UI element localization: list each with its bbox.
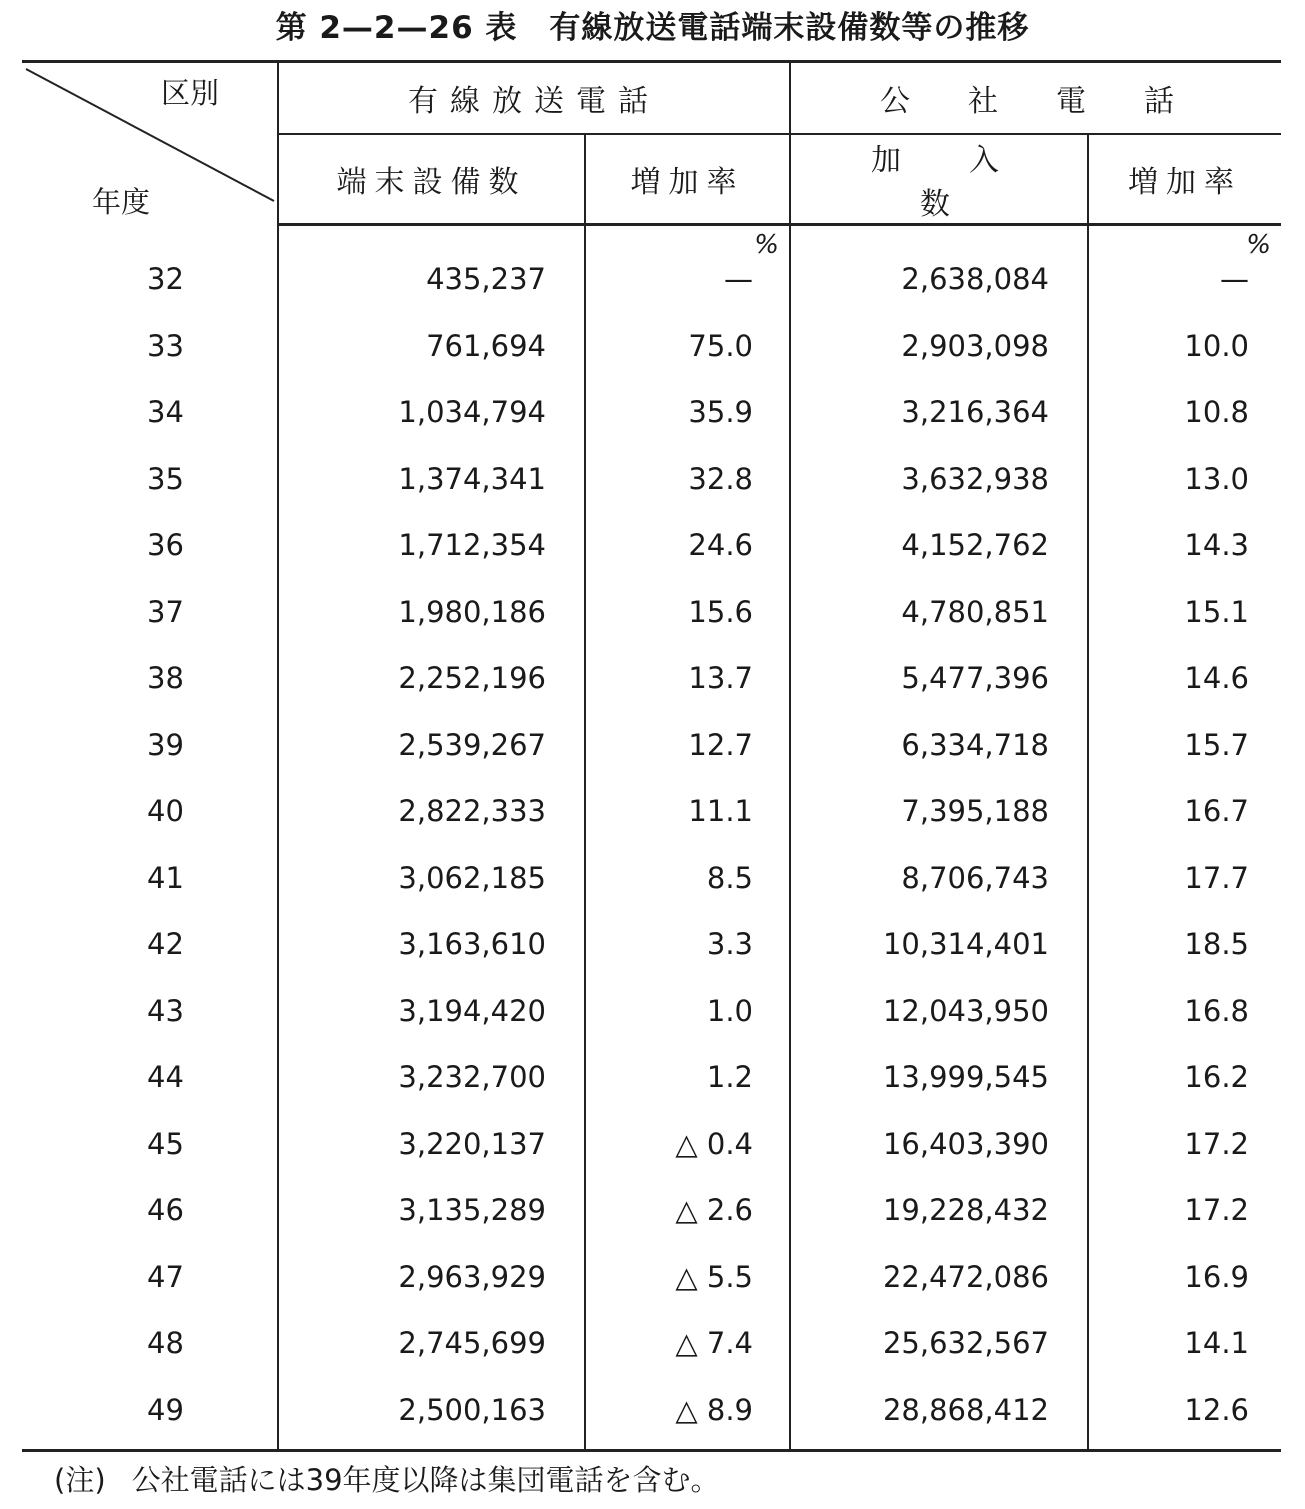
table-row (22, 512, 1281, 579)
subscriber-rate-cell-value: 12.6 (1184, 1392, 1249, 1427)
terminal-rate-cell-value: 1.0 (706, 993, 753, 1028)
table-row (22, 778, 1281, 845)
table-title: 第 2—2—26 表 有線放送電話端末設備数等の推移 (275, 10, 1030, 46)
subscribers-cell (790, 1377, 1088, 1451)
terminal-rate-cell (585, 379, 790, 446)
col-header-subscribers: 加入数 (790, 134, 1088, 225)
terminal-rate-cell (585, 313, 790, 380)
terminals-cell-value: 2,963,929 (398, 1259, 546, 1294)
subscribers-cell-value: 22,472,086 (882, 1259, 1049, 1294)
terminal-rate-cell-value: 32.8 (688, 461, 753, 496)
subscribers-cell-value: 12,043,950 (882, 993, 1049, 1028)
terminal-rate-cell (585, 645, 790, 712)
subscribers-cell-value: 2,903,098 (901, 328, 1049, 363)
terminal-rate-cell-value: 8.5 (706, 860, 753, 895)
subscribers-cell-value: 3,632,938 (901, 461, 1049, 496)
corner-label-category: 区別 (160, 76, 219, 110)
terminals-cell-value: 3,062,185 (398, 860, 546, 895)
group-header-public: 公社電話 (790, 62, 1281, 135)
subscribers-cell (790, 778, 1088, 845)
terminal-rate-cell (585, 1111, 790, 1178)
terminals-cell-value: 2,539,267 (398, 727, 546, 762)
subscribers-cell (790, 225, 1088, 313)
terminals-cell (278, 313, 585, 380)
subscriber-rate-cell (1088, 1244, 1281, 1311)
year-cell (22, 579, 278, 646)
subscribers-cell-value: 2,638,084 (901, 262, 1049, 297)
table-row (22, 1111, 1281, 1178)
subscriber-rate-cell (1088, 313, 1281, 380)
subscribers-cell (790, 446, 1088, 513)
terminals-cell (278, 778, 585, 845)
subscriber-rate-cell-value: 14.1 (1184, 1326, 1249, 1361)
subscribers-cell (790, 645, 1088, 712)
year-cell-value: 37 (147, 594, 184, 629)
year-cell (22, 1310, 278, 1377)
subscriber-rate-cell (1088, 1377, 1281, 1451)
subscriber-rate-cell (1088, 645, 1281, 712)
table-body (22, 225, 1281, 1451)
year-cell (22, 313, 278, 380)
year-cell (22, 911, 278, 978)
subscriber-rate-cell-value: — (1220, 262, 1249, 297)
terminals-cell (278, 1244, 585, 1311)
subscribers-cell (790, 579, 1088, 646)
subscribers-cell-value: 19,228,432 (882, 1193, 1049, 1228)
subscriber-rate-cell (1088, 911, 1281, 978)
terminal-rate-cell (585, 1377, 790, 1451)
col-header-subscriber-rate: 増加率 (1088, 134, 1281, 225)
subscriber-rate-cell-value: 16.2 (1184, 1060, 1249, 1095)
year-cell (22, 845, 278, 912)
terminal-rate-cell (585, 1177, 790, 1244)
subscriber-rate-cell-value: 14.3 (1184, 528, 1249, 563)
terminals-cell-value: 3,135,289 (398, 1193, 546, 1228)
corner-label-year: 年度 (92, 184, 151, 219)
subscriber-rate-cell (1088, 1177, 1281, 1244)
subscribers-cell (790, 379, 1088, 446)
subscribers-cell (790, 1310, 1088, 1377)
subscribers-cell (790, 1111, 1088, 1178)
year-cell (22, 225, 278, 313)
year-cell (22, 978, 278, 1045)
subscriber-rate-cell-value: 16.7 (1184, 794, 1249, 829)
terminals-cell (278, 1310, 585, 1377)
col-header-terminals: 端末設備数 (278, 134, 585, 225)
year-cell-value: 49 (147, 1392, 184, 1427)
terminal-rate-cell (585, 512, 790, 579)
subscribers-cell-value: 28,868,412 (882, 1392, 1049, 1427)
year-cell (22, 1044, 278, 1111)
year-cell-value: 48 (147, 1326, 184, 1361)
subscribers-cell-value: 3,216,364 (901, 395, 1049, 430)
subscribers-cell-value: 25,632,567 (882, 1326, 1049, 1361)
year-cell (22, 1111, 278, 1178)
terminals-cell-value: 1,712,354 (398, 528, 546, 563)
terminal-rate-cell-value: △ 0.4 (675, 1126, 753, 1161)
subscriber-rate-cell (1088, 1044, 1281, 1111)
year-cell-value: 41 (147, 860, 184, 895)
terminal-rate-cell-value: △ 8.9 (675, 1392, 753, 1427)
terminals-cell-value: 1,374,341 (398, 461, 546, 496)
subscribers-cell-value: 7,395,188 (901, 794, 1049, 829)
terminals-cell (278, 1377, 585, 1451)
year-cell-value: 46 (147, 1193, 184, 1228)
table-row (22, 446, 1281, 513)
subscriber-rate-cell-value: 13.0 (1184, 461, 1249, 496)
terminals-cell (278, 911, 585, 978)
table-row (22, 911, 1281, 978)
subscriber-rate-cell (1088, 225, 1281, 313)
subscribers-cell-value: 8,706,743 (901, 860, 1049, 895)
year-cell-value: 45 (147, 1126, 184, 1161)
subscriber-rate-cell-value: 10.0 (1184, 328, 1249, 363)
terminal-rate-cell (585, 778, 790, 845)
subscribers-cell (790, 1044, 1088, 1111)
terminals-cell-value: 2,745,699 (398, 1326, 546, 1361)
year-cell-value: 42 (147, 927, 184, 962)
terminal-rate-cell-value: △ 7.4 (675, 1326, 753, 1361)
col-header-terminal-rate: 増加率 (585, 134, 790, 225)
terminals-cell-value: 2,500,163 (398, 1392, 546, 1427)
terminal-rate-cell-value: 11.1 (688, 794, 753, 829)
subscribers-cell (790, 512, 1088, 579)
subscribers-cell (790, 712, 1088, 779)
terminal-rate-cell (585, 1310, 790, 1377)
terminals-cell-value: 3,163,610 (398, 927, 546, 962)
terminal-rate-cell (585, 1044, 790, 1111)
terminals-cell (278, 978, 585, 1045)
table-row (22, 1044, 1281, 1111)
subscriber-rate-cell-value: 17.2 (1184, 1193, 1249, 1228)
terminals-cell-value: 435,237 (426, 262, 546, 297)
year-cell (22, 712, 278, 779)
terminal-rate-cell-value: 75.0 (688, 328, 753, 363)
terminal-rate-cell-value: 12.7 (688, 727, 753, 762)
terminal-rate-cell-value: — (724, 262, 753, 297)
table-row (22, 645, 1281, 712)
data-table (22, 60, 1281, 1452)
subscriber-rate-cell (1088, 1111, 1281, 1178)
table-row (22, 379, 1281, 446)
terminals-cell (278, 1111, 585, 1178)
terminal-rate-cell-value: 13.7 (688, 661, 753, 696)
terminal-rate-cell (585, 579, 790, 646)
subscriber-rate-cell (1088, 446, 1281, 513)
terminals-cell (278, 379, 585, 446)
year-cell (22, 1177, 278, 1244)
year-cell-value: 47 (147, 1259, 184, 1294)
terminals-cell-value: 2,822,333 (398, 794, 546, 829)
subscriber-rate-cell (1088, 845, 1281, 912)
terminal-rate-cell (585, 446, 790, 513)
subscriber-rate-cell (1088, 512, 1281, 579)
terminals-cell-value: 3,232,700 (398, 1060, 546, 1095)
terminal-rate-cell (585, 978, 790, 1045)
year-cell (22, 778, 278, 845)
table-row (22, 978, 1281, 1045)
subscribers-cell-value: 4,152,762 (901, 528, 1049, 563)
subscribers-cell (790, 313, 1088, 380)
year-cell-value: 36 (147, 528, 184, 563)
subscriber-rate-cell-value: 16.8 (1184, 993, 1249, 1028)
footnote-text: 公社電話には39年度以降は集団電話を含む。 (131, 1463, 720, 1497)
table-row (22, 1377, 1281, 1451)
terminals-cell-value: 1,034,794 (398, 395, 546, 430)
subscribers-cell (790, 978, 1088, 1045)
percent-unit-label: % (1246, 230, 1271, 260)
year-cell-value: 40 (147, 794, 184, 829)
terminal-rate-cell-value: △ 2.6 (675, 1193, 753, 1228)
table-row (22, 845, 1281, 912)
terminal-rate-cell-value: 3.3 (706, 927, 753, 962)
table-row (22, 1310, 1281, 1377)
terminals-cell (278, 712, 585, 779)
terminal-rate-cell-value: △ 5.5 (675, 1259, 753, 1294)
subscribers-cell-value: 16,403,390 (882, 1126, 1049, 1161)
subscriber-rate-cell-value: 14.6 (1184, 661, 1249, 696)
table-row (22, 1244, 1281, 1311)
year-cell (22, 1244, 278, 1311)
terminal-rate-cell (585, 845, 790, 912)
terminals-cell (278, 845, 585, 912)
year-cell-value: 38 (147, 661, 184, 696)
subscriber-rate-cell (1088, 978, 1281, 1045)
year-cell-value: 32 (147, 261, 184, 296)
terminal-rate-cell (585, 1244, 790, 1311)
percent-unit-label: % (754, 230, 779, 260)
subscribers-cell-value: 10,314,401 (882, 927, 1049, 962)
subscribers-cell (790, 1244, 1088, 1311)
subscriber-rate-cell-value: 15.7 (1184, 727, 1249, 762)
year-cell-value: 39 (147, 727, 184, 762)
terminals-cell-value: 761,694 (426, 328, 546, 363)
terminals-cell-value: 1,980,186 (398, 594, 546, 629)
footnote (54, 1458, 720, 1499)
terminals-cell-value: 3,194,420 (398, 993, 546, 1028)
subscriber-rate-cell (1088, 778, 1281, 845)
subscriber-rate-cell-value: 18.5 (1184, 927, 1249, 962)
terminal-rate-cell-value: 24.6 (688, 528, 753, 563)
subscribers-cell-value: 6,334,718 (901, 727, 1049, 762)
year-cell-value: 44 (147, 1060, 184, 1095)
subscribers-cell (790, 1177, 1088, 1244)
terminal-rate-cell-value: 15.6 (688, 594, 753, 629)
year-cell (22, 512, 278, 579)
terminals-cell (278, 225, 585, 313)
terminal-rate-cell-value: 35.9 (688, 395, 753, 430)
subscriber-rate-cell-value: 10.8 (1184, 395, 1249, 430)
subscriber-rate-cell-value: 16.9 (1184, 1259, 1249, 1294)
subscribers-cell-value: 5,477,396 (901, 661, 1049, 696)
footnote-mark: (注) (54, 1463, 106, 1497)
year-cell (22, 446, 278, 513)
terminals-cell (278, 512, 585, 579)
terminals-cell (278, 1177, 585, 1244)
table-row (22, 579, 1281, 646)
year-cell-value: 43 (147, 993, 184, 1028)
year-cell (22, 1377, 278, 1451)
subscribers-cell-value: 13,999,545 (882, 1060, 1049, 1095)
year-cell (22, 379, 278, 446)
subscriber-rate-cell (1088, 379, 1281, 446)
table-row (22, 712, 1281, 779)
year-cell-value: 35 (147, 461, 184, 496)
year-cell-value: 33 (147, 328, 184, 363)
table-row (22, 225, 1281, 313)
subscriber-rate-cell (1088, 1310, 1281, 1377)
year-cell-value: 34 (147, 395, 184, 430)
subscribers-cell (790, 911, 1088, 978)
subscriber-rate-cell (1088, 712, 1281, 779)
subscribers-cell-value: 4,780,851 (901, 594, 1049, 629)
group-header-wired: 有線放送電話 (278, 62, 790, 135)
terminal-rate-cell (585, 712, 790, 779)
corner-header-cell (22, 62, 278, 225)
terminals-cell (278, 579, 585, 646)
terminal-rate-cell (585, 225, 790, 313)
subscriber-rate-cell-value: 17.7 (1184, 860, 1249, 895)
subscriber-rate-cell-value: 15.1 (1184, 594, 1249, 629)
subscriber-rate-cell (1088, 579, 1281, 646)
terminals-cell (278, 446, 585, 513)
table-row (22, 1177, 1281, 1244)
terminals-cell-value: 2,252,196 (398, 661, 546, 696)
terminals-cell (278, 645, 585, 712)
terminal-rate-cell (585, 911, 790, 978)
table-row (22, 313, 1281, 380)
subscriber-rate-cell-value: 17.2 (1184, 1126, 1249, 1161)
subscribers-cell (790, 845, 1088, 912)
terminals-cell-value: 3,220,137 (398, 1126, 546, 1161)
year-cell (22, 645, 278, 712)
terminals-cell (278, 1044, 585, 1111)
terminal-rate-cell-value: 1.2 (706, 1060, 753, 1095)
